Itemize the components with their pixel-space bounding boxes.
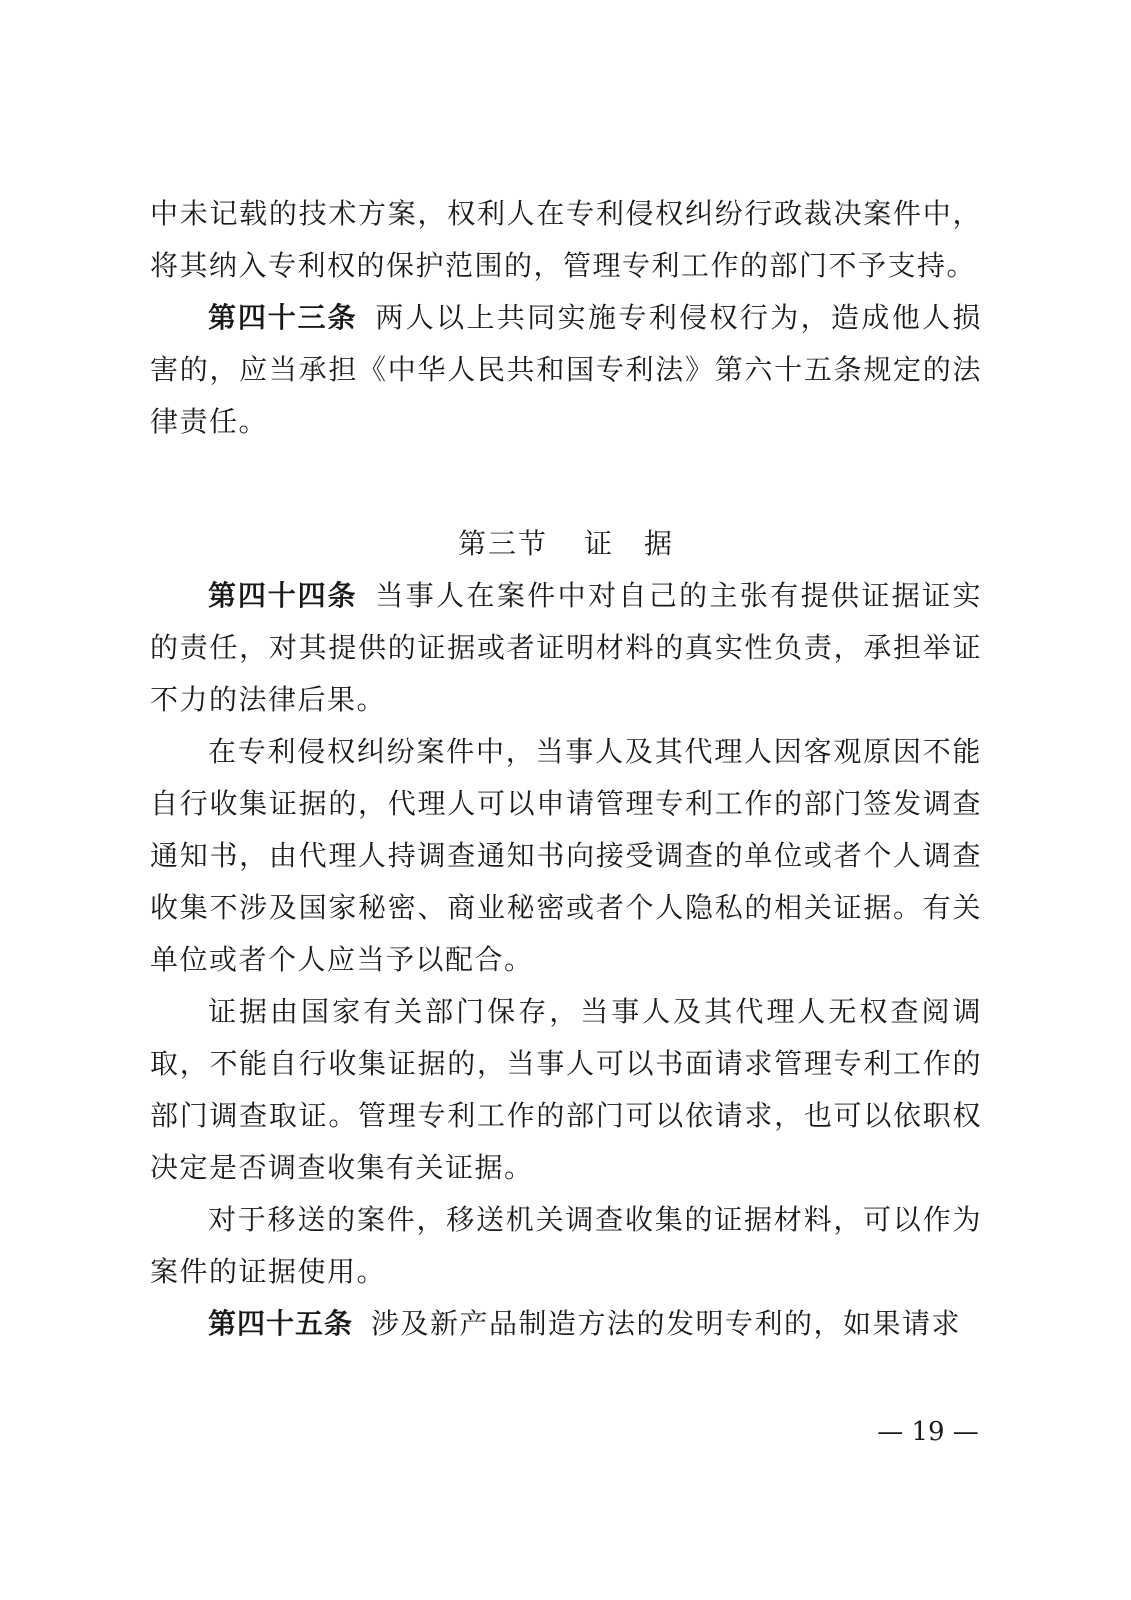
paragraph-text: 两人以上共同实施专利侵权行为，造成他人损害的，应当承担《中华人民共和国专利法》第六十五条规定的法律责任。 [150, 301, 982, 438]
paragraph [150, 1194, 982, 1298]
section-number: 第三节 [457, 527, 548, 560]
article-number: 第四十五条 [208, 1307, 354, 1340]
section-title-text: 证 据 [584, 527, 675, 560]
paragraph-article-44 [150, 570, 982, 726]
paragraph-text: 在专利侵权纠纷案件中，当事人及其代理人因客观原因不能自行收集证据的，代理人可以申请管理专利工作的部门签发调查通知书，由代理人持调查通知书向接受调查的单位或者个人调查收集不涉及国家秘密、商业秘密或者个人隐私的相关证据。有关单位或者个人应当予以配合。 [150, 735, 982, 976]
paragraph [150, 726, 982, 986]
paragraph-text: 当事人在案件中对自己的主张有提供证据证实的责任，对其提供的证据或者证明材料的真实性负责，承担举证不力的法律后果。 [150, 579, 982, 716]
article-number: 第四十三条 [208, 301, 358, 334]
text-block-top [150, 188, 982, 448]
page-number: — 19 — [877, 1417, 979, 1447]
paragraph-text: 中未记载的技术方案，权利人在专利侵权纠纷行政裁决案件中，将其纳入专利权的保护范围的，管理专利工作的部门不予支持。 [150, 197, 982, 282]
paragraph-text: 对于移送的案件，移送机关调查收集的证据材料，可以作为案件的证据使用。 [150, 1203, 982, 1288]
paragraph-text: 证据由国家有关部门保存，当事人及其代理人无权查阅调取，不能自行收集证据的，当事人可以书面请求管理专利工作的部门调查取证。管理专利工作的部门可以依请求，也可以依职权决定是否调查收集有关证据。 [150, 995, 982, 1184]
paragraph [150, 188, 982, 292]
section-heading [150, 524, 982, 564]
article-number: 第四十四条 [208, 579, 358, 612]
paragraph-text: 涉及新产品制造方法的发明专利的，如果请求 [371, 1307, 962, 1340]
paragraph [150, 986, 982, 1194]
paragraph-article-43 [150, 292, 982, 448]
text-block-main [150, 570, 982, 1350]
paragraph-article-45 [150, 1298, 982, 1350]
